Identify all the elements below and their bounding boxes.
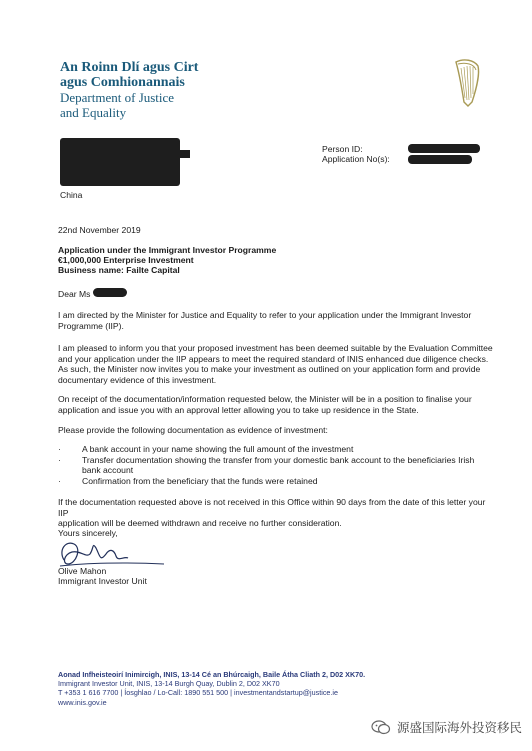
signatory-name: Olive Mahon [58,566,107,576]
footer-line4: www.inis.gov.ie [58,697,107,707]
recipient-country: China [60,190,83,200]
application-no-label: Application No(s): [322,154,390,164]
harp-emblem-icon [452,56,482,108]
paragraph-2-line4: documentary evidence of this investment. [58,374,217,385]
valediction: Yours sincerely, [58,528,118,538]
paragraph-3-line2: application and issue you with an approval letter allowing you to take up residence in the State. [58,404,419,415]
list-item-text: A bank account in your name showing the full amount of the investment [82,444,354,454]
subject-line2: €1,000,000 Enterprise Investment [58,255,194,265]
subject-line3: Business name: Failte Capital [58,265,180,275]
redacted-name [93,288,127,297]
letterhead-english-line2: and Equality [60,105,127,120]
letterhead-irish-line2: agus Comhionannais [60,75,185,90]
salutation: Dear Ms [58,289,91,299]
paragraph-3 [58,394,498,415]
paragraph-2-line3: As such, the Minister now invites you to make your investment as outlined on your application form and provide [58,364,481,375]
paragraph-1-line2: Programme (IIP). [58,320,124,331]
list-item: · A bank account in your name showing the full amount of the investment [58,444,354,454]
letter-footer [58,670,365,707]
list-item-text: bank account [82,465,134,476]
paragraph-4: Please provide the following documentation as evidence of investment: [58,425,328,435]
paragraph-1 [58,310,498,331]
list-item-text: Transfer documentation showing the transfer from your domestic bank account to the beneficiaries Irish [82,454,475,465]
letter-date: 22nd November 2019 [58,225,141,235]
department-letterhead [60,60,198,120]
redacted-application-no [408,155,472,164]
footer-line1: Aonad Infheisteoirí Inimircigh, INIS, 13-14 Cé an Bhúrcaigh, Baile Átha Cliath 2, D02 XK70. [58,670,366,679]
paragraph-3-line1: On receipt of the documentation/information requested below, the Minister will be in a position to finalise your [58,394,472,404]
evidence-list [58,444,498,486]
paragraph-5 [58,497,498,529]
paragraph-1-line1: I am directed by the Minister for Justice and Equality to refer to your application under the Immigrant Investor [58,310,472,320]
redacted-person-id [408,144,480,153]
paragraph-2 [58,343,498,385]
footer-line2: Immigrant Investor Unit, INIS, 13-14 Burgh Quay, Dublin 2, D02 XK70 [58,679,280,689]
paragraph-5-line1: If the documentation requested above is not received in this Office within 90 days from the date of this letter your IIP [58,497,486,518]
redacted-address [60,138,180,186]
paragraph-2-line1: I am pleased to inform you that your proposed investment has been deemed suitable by the Evaluation Committee [58,343,493,353]
list-item: · Confirmation from the beneficiary that the funds were retained [58,475,318,486]
footer-line3: T +353 1 616 7700 | Íosghlao / Lo-Call: 1890 551 500 | investmentandstartup@justice.ie [58,688,339,698]
list-item-continuation [58,465,498,476]
watermark-text: 源盛国际海外投资移民 [396,721,522,735]
person-id-label: Person ID: [322,144,363,154]
redacted-address-line [120,150,190,158]
subject-line1: Application under the Immigrant Investor Programme [58,245,277,255]
letterhead-english-line1: Department of Justice [60,90,175,105]
list-item-text: Confirmation from the beneficiary that the funds were retained [82,475,318,486]
paragraph-5-line2: application will be deemed withdrawn and receive no further consideration. [58,518,342,529]
paragraph-2-line2: and your application under the IIP appears to meet the required standard of INIS enhanced due diligence checks. [58,353,489,364]
wechat-watermark [371,718,522,736]
signatory-unit: Immigrant Investor Unit [58,576,147,586]
list-item: · Transfer documentation showing the transfer from your domestic bank account to the beneficiaries Irish [58,454,475,465]
letterhead-irish-line1: An Roinn Dlí agus Cirt [60,60,199,75]
wechat-icon [371,720,391,735]
